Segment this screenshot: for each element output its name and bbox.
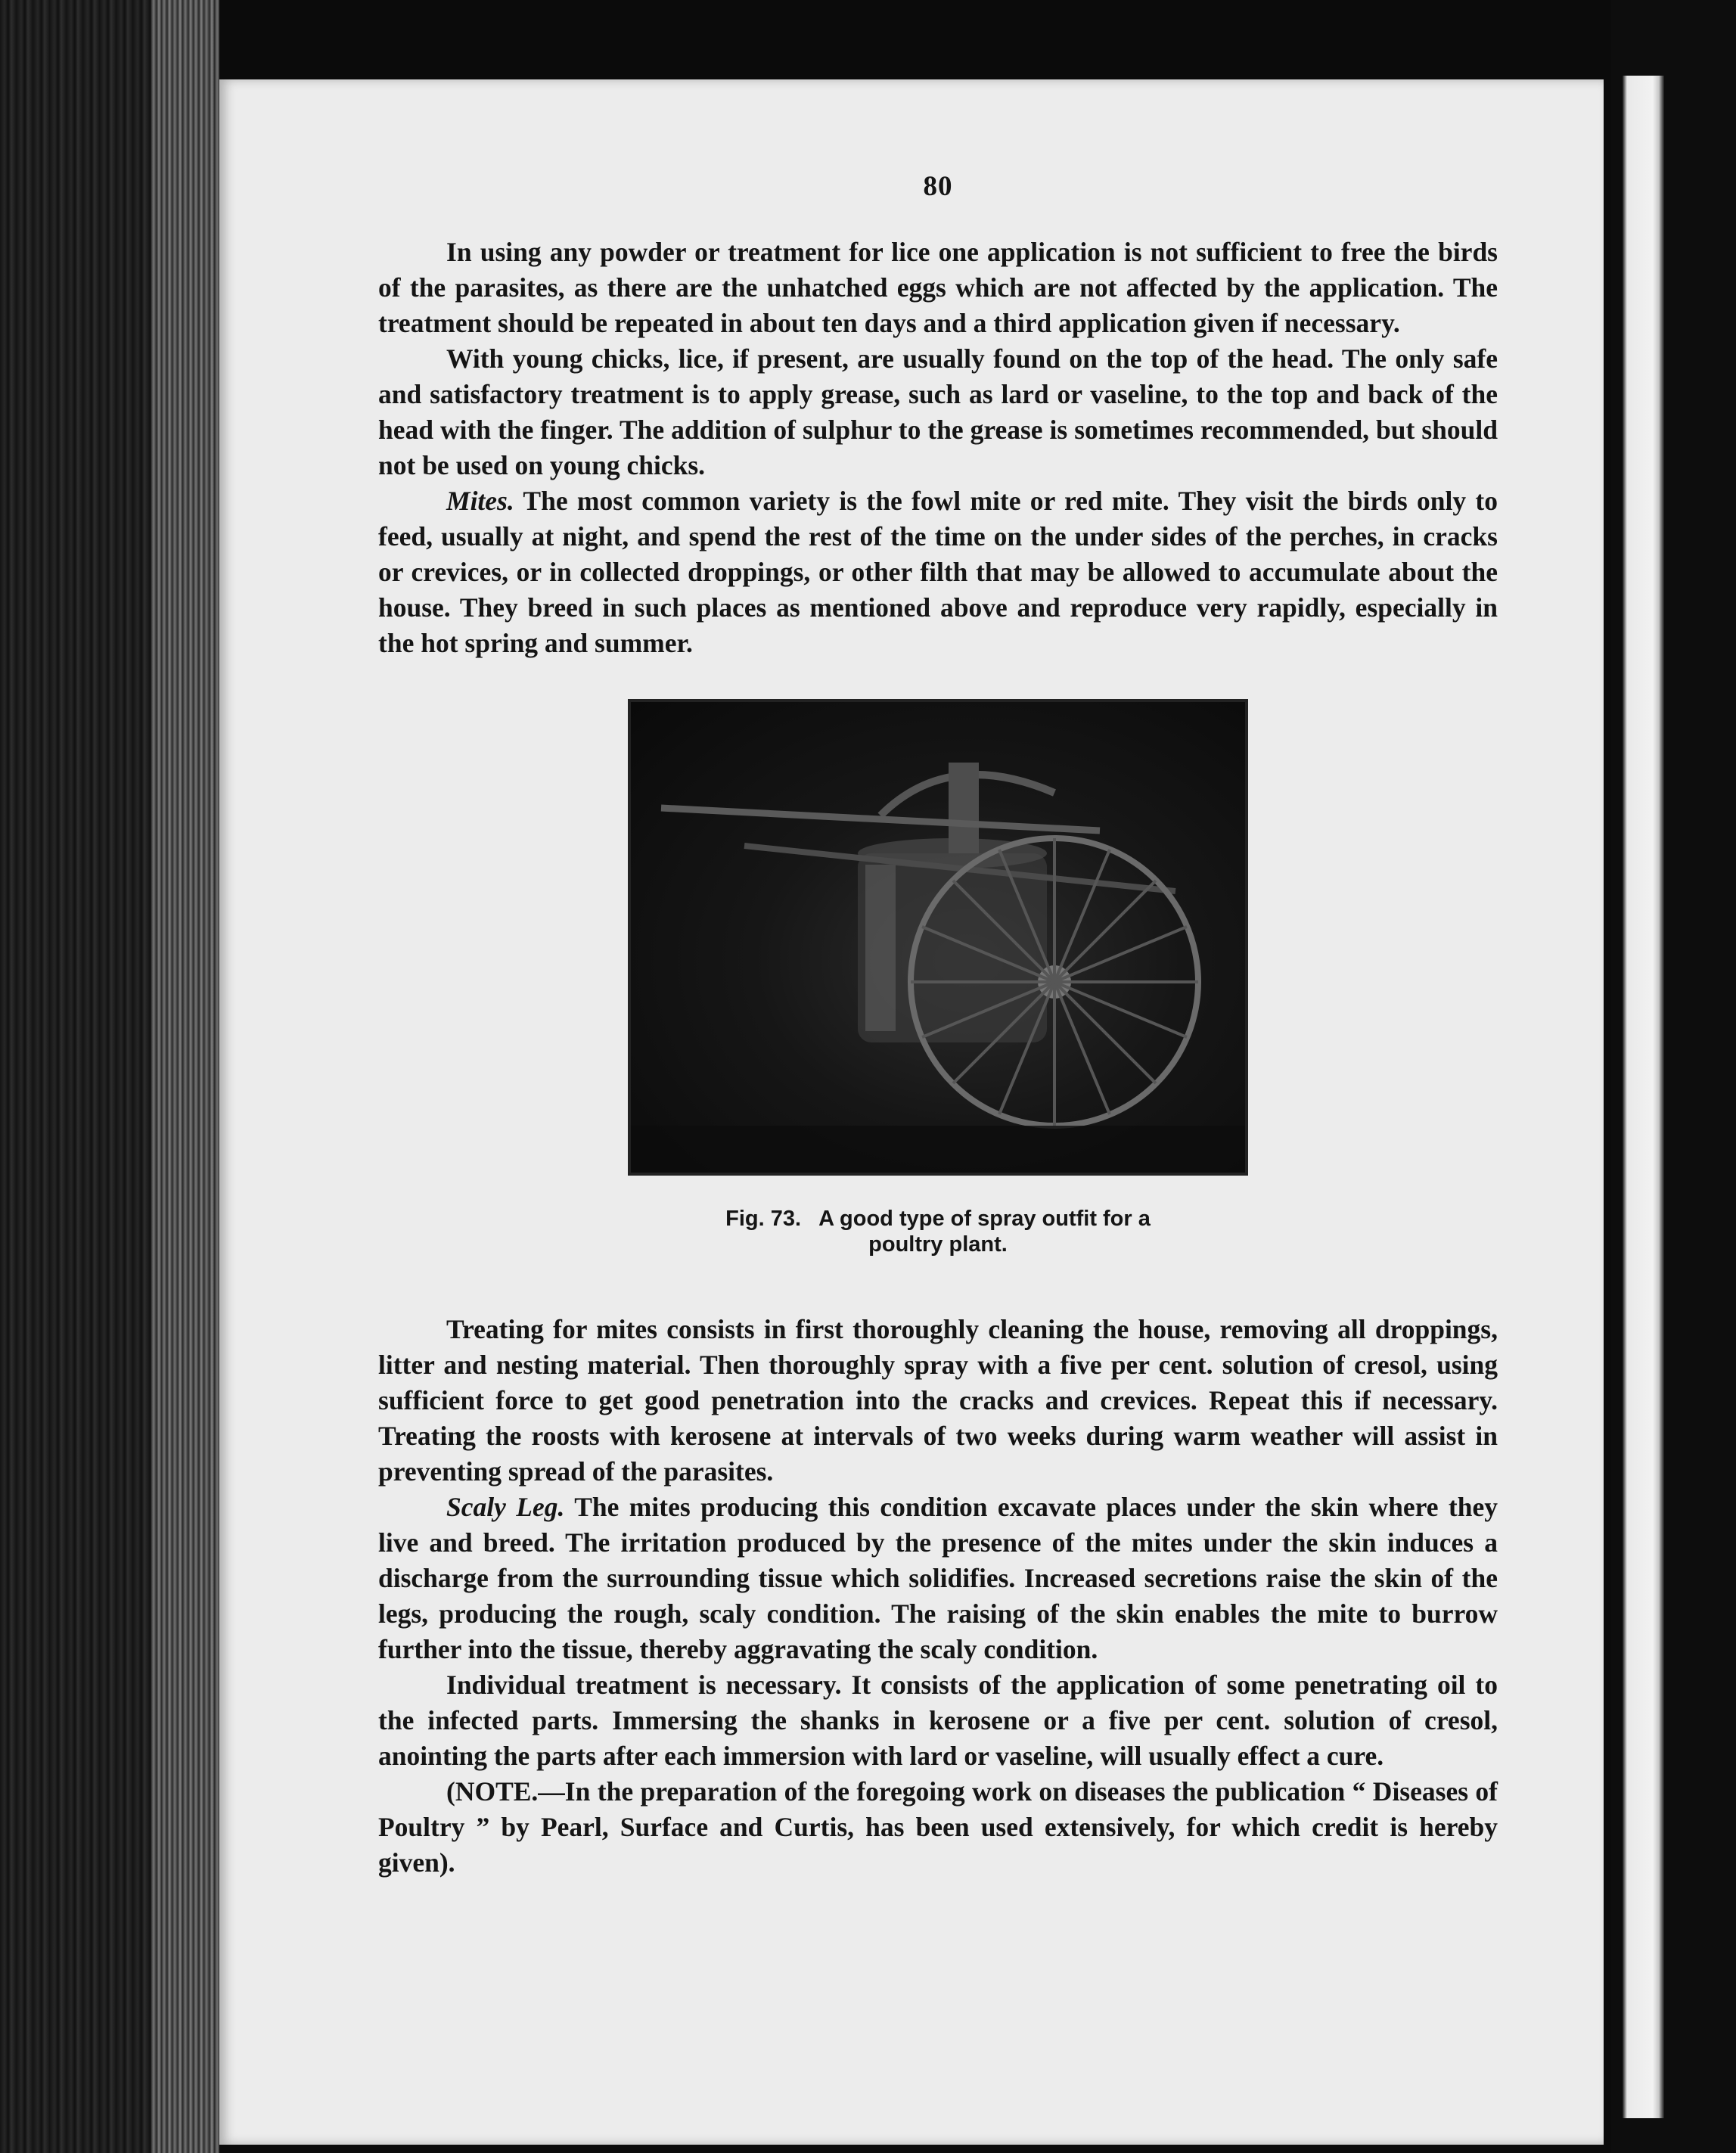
paragraph-lead: Mites.: [446, 486, 514, 516]
page-number: 80: [923, 171, 953, 202]
figure-caption: [628, 1206, 1248, 1257]
paragraph-text: The most common variety is the fowl mite or red mite. They visit the birds only to feed, usually at night, and spend the rest of the time on the under sides of the perches, in cracks or crevices, or in collected droppings, or other filth that may be allowed to accumulate about the house. They breed in such places as mentioned above and reproduce very rapidly, especially in the hot spring and summer.: [378, 486, 1498, 658]
book-page: [219, 79, 1604, 2145]
paragraph: [378, 1667, 1498, 1774]
page-content: [378, 170, 1498, 1881]
book-edge-left: [0, 0, 219, 2153]
paragraph-text: The mites producing this condition excavate places under the skin where they live and breed. The irritation produced by the presence of the mites under the skin induces a discharge from the surrounding tissue which solidifies. Increased secretions raise the skin of the legs, producing the rough, scaly condition. The raising of the skin enables the mite to burrow further into the tissue, thereby aggravating the scaly condition.: [378, 1492, 1498, 1664]
paragraph-text: (NOTE.—In the preparation of the foregoing work on diseases the publication “ Diseases of Poultry ” by Pearl, Surface and Curtis, has been used extensively, for which credit is hereby given).: [378, 1776, 1498, 1878]
paragraph: [378, 1774, 1498, 1881]
paragraph-text: Treating for mites consists in first thoroughly cleaning the house, removing all droppings, litter and nesting material. Then thoroughly spray with a five per cent. solution of cresol, using sufficient force to get good penetration into the cracks and crevices. Repeat this if necessary. Treating the roosts with kerosene at intervals of two weeks during warm weather will assist in preventing spread of the parasites.: [378, 1314, 1498, 1487]
paragraph: [378, 235, 1498, 341]
paragraph-text: In using any powder or treatment for lice one application is not sufficient to free the birds of the parasites, as there are the unhatched eggs which are not affected by the application. The treatment should be repeated in about ten days and a third application given if necessary.: [378, 237, 1498, 338]
paragraph-lead: Scaly Leg.: [446, 1492, 565, 1522]
paragraph: [378, 1312, 1498, 1490]
paragraph-text: Individual treatment is necessary. It consists of the application of some penetrating oil to the infected parts. Immersing the shanks in kerosene or a five per cent. solution of cresol, anointing the parts after each immersion with lard or vaseline, will usually effect a cure.: [378, 1670, 1498, 1771]
spray-outfit-photo: [628, 699, 1248, 1176]
caption-line: Fig. 73. A good type of spray outfit for a: [725, 1207, 1151, 1231]
bottom-text-block: [378, 1312, 1498, 1881]
paragraph: [378, 483, 1498, 661]
figure-73: [628, 699, 1248, 1257]
paragraph: [378, 1490, 1498, 1667]
caption-line: poultry plant.: [868, 1232, 1008, 1257]
spray-outfit-illustration: [631, 702, 1245, 1173]
paragraph: [378, 341, 1498, 483]
top-text-block: [378, 235, 1498, 661]
paragraph-text: With young chicks, lice, if present, are usually found on the top of the head. The only safe and satisfactory treatment is to apply grease, such as lard or vaseline, to the top and back of the head with the finger. The addition of sulphur to the grease is sometimes recommended, but should not be used on young chicks.: [378, 343, 1498, 480]
page-edge-strip: [1623, 76, 1664, 2118]
